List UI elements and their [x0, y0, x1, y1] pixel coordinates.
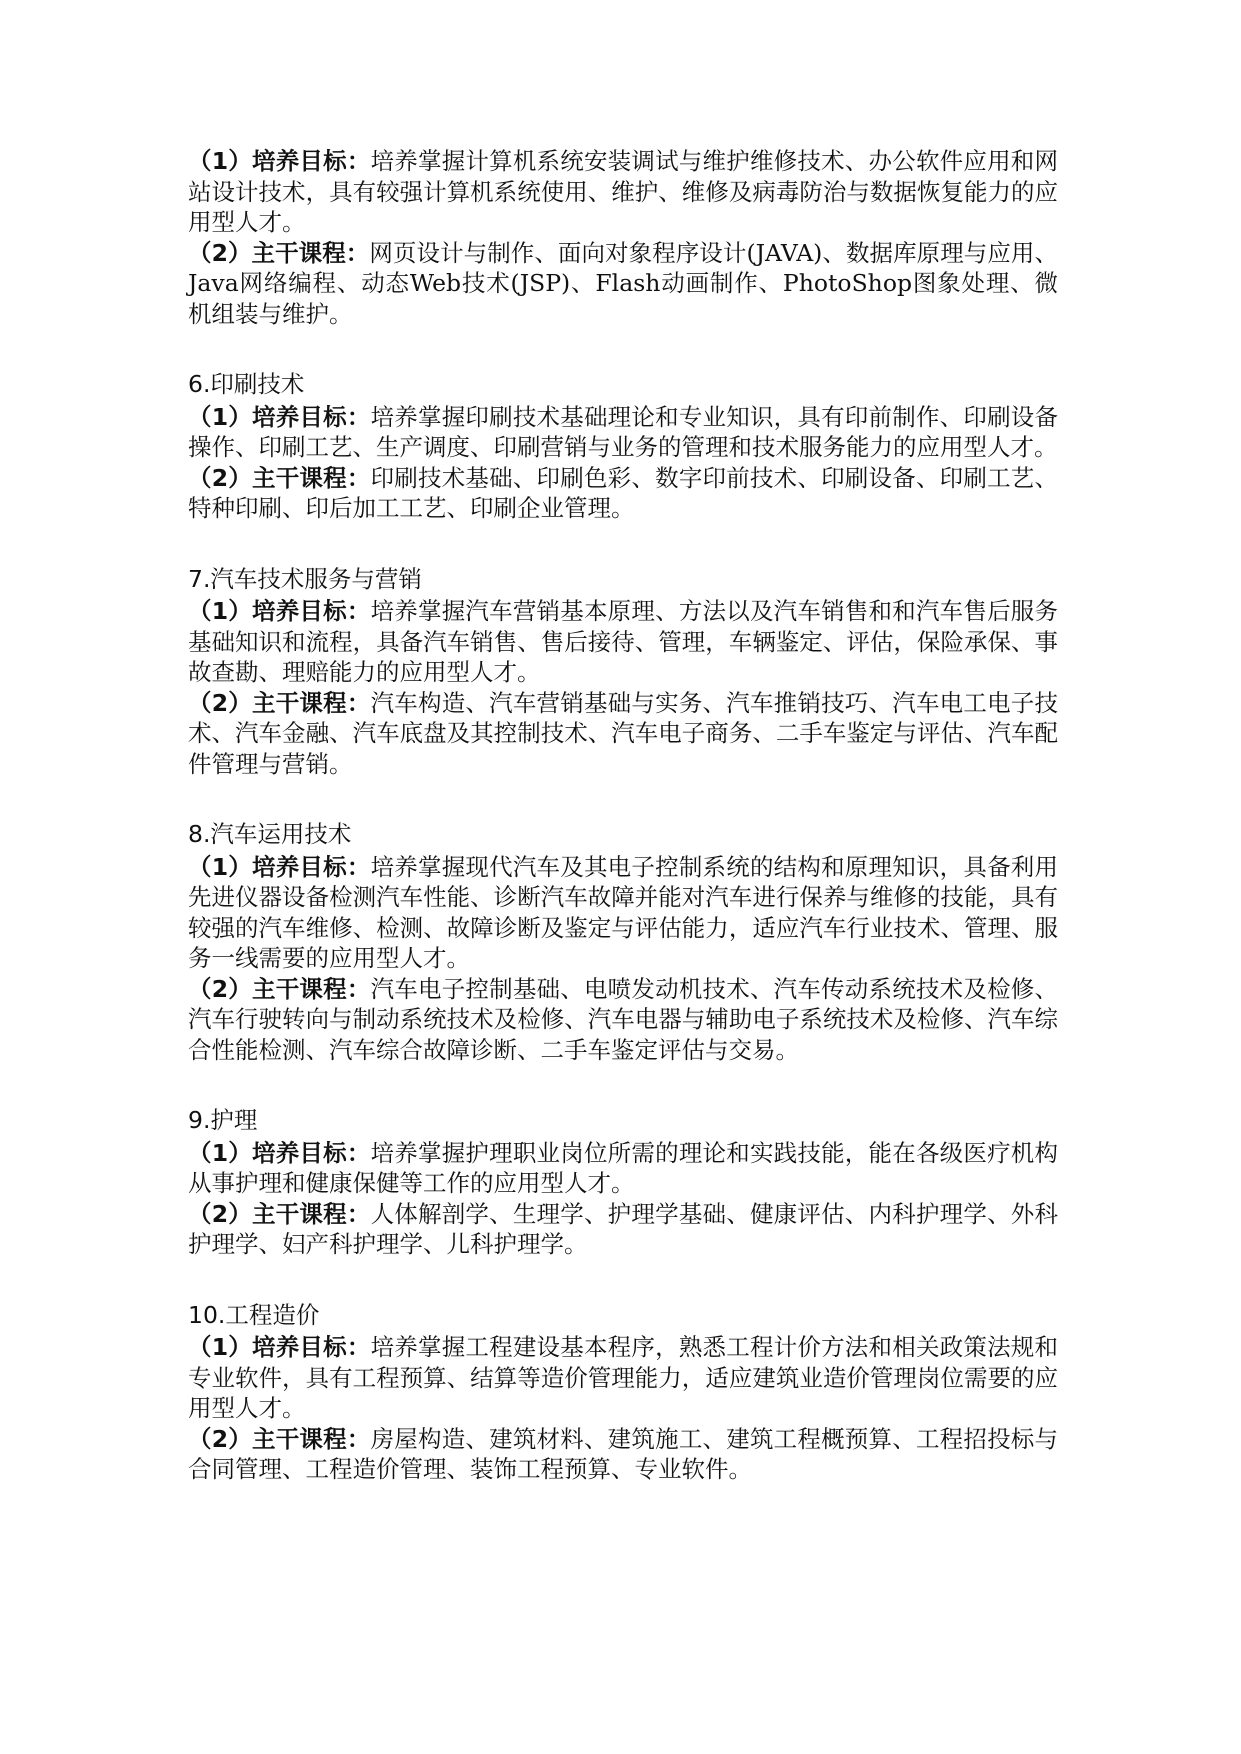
course-label: （2）主干课程：: [188, 688, 371, 717]
goal-paragraph: [188, 596, 1058, 688]
section-heading: 7.汽车技术服务与营销: [188, 564, 422, 593]
goal-label: （1）培养目标：: [188, 402, 371, 431]
course-paragraph: [188, 688, 1058, 780]
document-page: [188, 146, 1058, 1485]
section-auto-application: [188, 819, 1058, 1065]
course-text: 网页设计与制作、面向对象程序设计(JAVA)、数据库原理与应用、Java网络编程、动态Web技术(JSP)、Flash动画制作、PhotoShop图象处理、微机组装与维护。: [188, 238, 1059, 328]
goal-text: 培养掌握汽车营销基本原理、方法以及汽车销售和和汽车售后服务基础知识和流程，具备汽车销售、售后接待、管理，车辆鉴定、评估，保险承保、事故查勘、理赔能力的应用型人才。: [188, 597, 1059, 686]
course-paragraph: [188, 238, 1058, 330]
goal-paragraph: [188, 402, 1058, 463]
goal-paragraph: [188, 146, 1058, 238]
goal-label: （1）培养目标：: [188, 147, 371, 175]
section-cost-engineering: [188, 1300, 1058, 1485]
goal-paragraph: [188, 1332, 1058, 1424]
goal-text: 培养掌握印刷技术基础理论和专业知识，具有印前制作、印刷设备操作、印刷工艺、生产调度、印刷营销与业务的管理和技术服务能力的应用型人才。: [188, 402, 1059, 461]
section-computer: [188, 146, 1058, 329]
goal-label: （1）培养目标：: [188, 597, 371, 625]
goal-paragraph: [188, 1138, 1058, 1199]
course-label: （2）主干课程：: [188, 1424, 371, 1453]
section-nursing: [188, 1105, 1058, 1260]
course-text: 汽车构造、汽车营销基础与实务、汽车推销技巧、汽车电工电子技术、汽车金融、汽车底盘及其控制技术、汽车电子商务、二手车鉴定与评估、汽车配件管理与营销。: [188, 688, 1059, 778]
section-heading: 6.印刷技术: [188, 370, 305, 398]
goal-text: 培养掌握现代汽车及其电子控制系统的结构和原理知识，具备利用先进仪器设备检测汽车性能、诊断汽车故障并能对汽车进行保养与维修的技能，具有较强的汽车维修、检测、故障诊断及鉴定与评估能力，适应汽车行业技术、管理、服务一线需要的应用型人才。: [188, 852, 1059, 972]
section-heading: 8.汽车运用技术: [188, 820, 352, 848]
section-heading: 9.护理: [188, 1106, 258, 1134]
section-printing: [188, 369, 1058, 524]
course-paragraph: [188, 974, 1058, 1066]
goal-label: （1）培养目标：: [188, 1138, 371, 1167]
course-label: （2）主干课程：: [188, 1199, 371, 1228]
course-paragraph: [188, 1199, 1058, 1260]
course-label: （2）主干课程：: [188, 238, 370, 267]
course-text: 印刷技术基础、印刷色彩、数字印前技术、印刷设备、印刷工艺、特种印刷、印后加工工艺、印刷企业管理。: [188, 463, 1059, 522]
goal-paragraph: [188, 852, 1058, 974]
goal-label: （1）培养目标：: [188, 852, 371, 881]
goal-text: 培养掌握工程建设基本程序，熟悉工程计价方法和相关政策法规和专业软件，具有工程预算、结算等造价管理能力，适应建筑业造价管理岗位需要的应用型人才。: [188, 1333, 1059, 1422]
goal-text: 培养掌握计算机系统安装调试与维护维修技术、办公软件应用和网站设计技术，具有较强计算机系统使用、维护、维修及病毒防治与数据恢复能力的应用型人才。: [188, 147, 1059, 236]
course-label: （2）主干课程：: [188, 463, 371, 492]
course-text: 房屋构造、建筑材料、建筑施工、建筑工程概预算、工程招投标与合同管理、工程造价管理、装饰工程预算、专业软件。: [188, 1424, 1059, 1483]
section-auto-service: [188, 564, 1058, 780]
course-text: 汽车电子控制基础、电喷发动机技术、汽车传动系统技术及检修、汽车行驶转向与制动系统技术及检修、汽车电器与辅助电子系统技术及检修、汽车综合性能检测、汽车综合故障诊断、二手车鉴定评估与交易。: [188, 974, 1059, 1064]
course-text: 人体解剖学、生理学、护理学基础、健康评估、内科护理学、外科护理学、妇产科护理学、儿科护理学。: [188, 1199, 1059, 1258]
course-label: （2）主干课程：: [188, 974, 371, 1003]
goal-label: （1）培养目标：: [188, 1333, 371, 1361]
goal-text: 培养掌握护理职业岗位所需的理论和实践技能，能在各级医疗机构从事护理和健康保健等工作的应用型人才。: [188, 1138, 1059, 1197]
course-paragraph: [188, 1424, 1058, 1485]
section-heading: 10.工程造价: [188, 1300, 320, 1329]
course-paragraph: [188, 463, 1058, 524]
